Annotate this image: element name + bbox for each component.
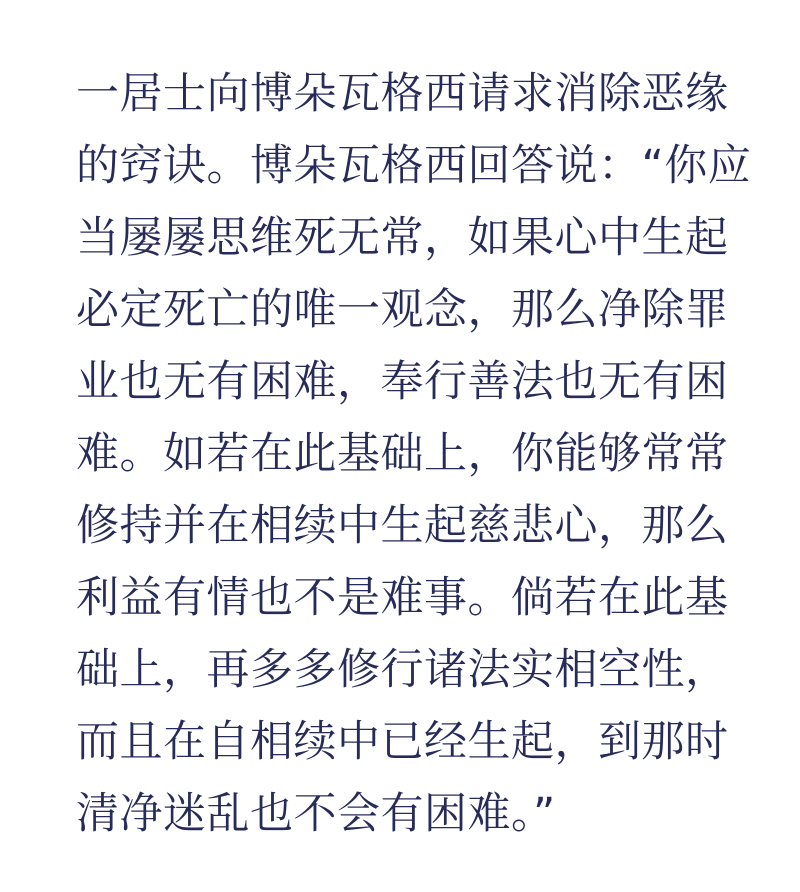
text-line: 础上，再多多修行诸法实相空性， xyxy=(76,645,729,695)
text-line: 当屡屡思维死无常，如果心中生起 xyxy=(76,213,729,263)
text-line: 而且在自相续中已经生起，到那时 xyxy=(76,717,729,767)
text-line: 修持并在相续中生起慈悲心，那么 xyxy=(76,501,729,551)
text-line: 一居士向博朵瓦格西请求消除恶缘 xyxy=(76,69,729,119)
quote-paragraph xyxy=(76,58,752,850)
text-line: 清净迷乱也不会有困难。” xyxy=(76,789,556,839)
text-line: 必定死亡的唯一观念，那么净除罪 xyxy=(76,285,729,335)
text-line: 业也无有困难，奉行善法也无有困 xyxy=(76,357,729,407)
text-line: 难。如若在此基础上，你能够常常 xyxy=(76,429,729,479)
text-line: 的窍诀。博朵瓦格西回答说：“你应 xyxy=(76,141,752,191)
text-line: 利益有情也不是难事。倘若在此基 xyxy=(76,573,729,623)
